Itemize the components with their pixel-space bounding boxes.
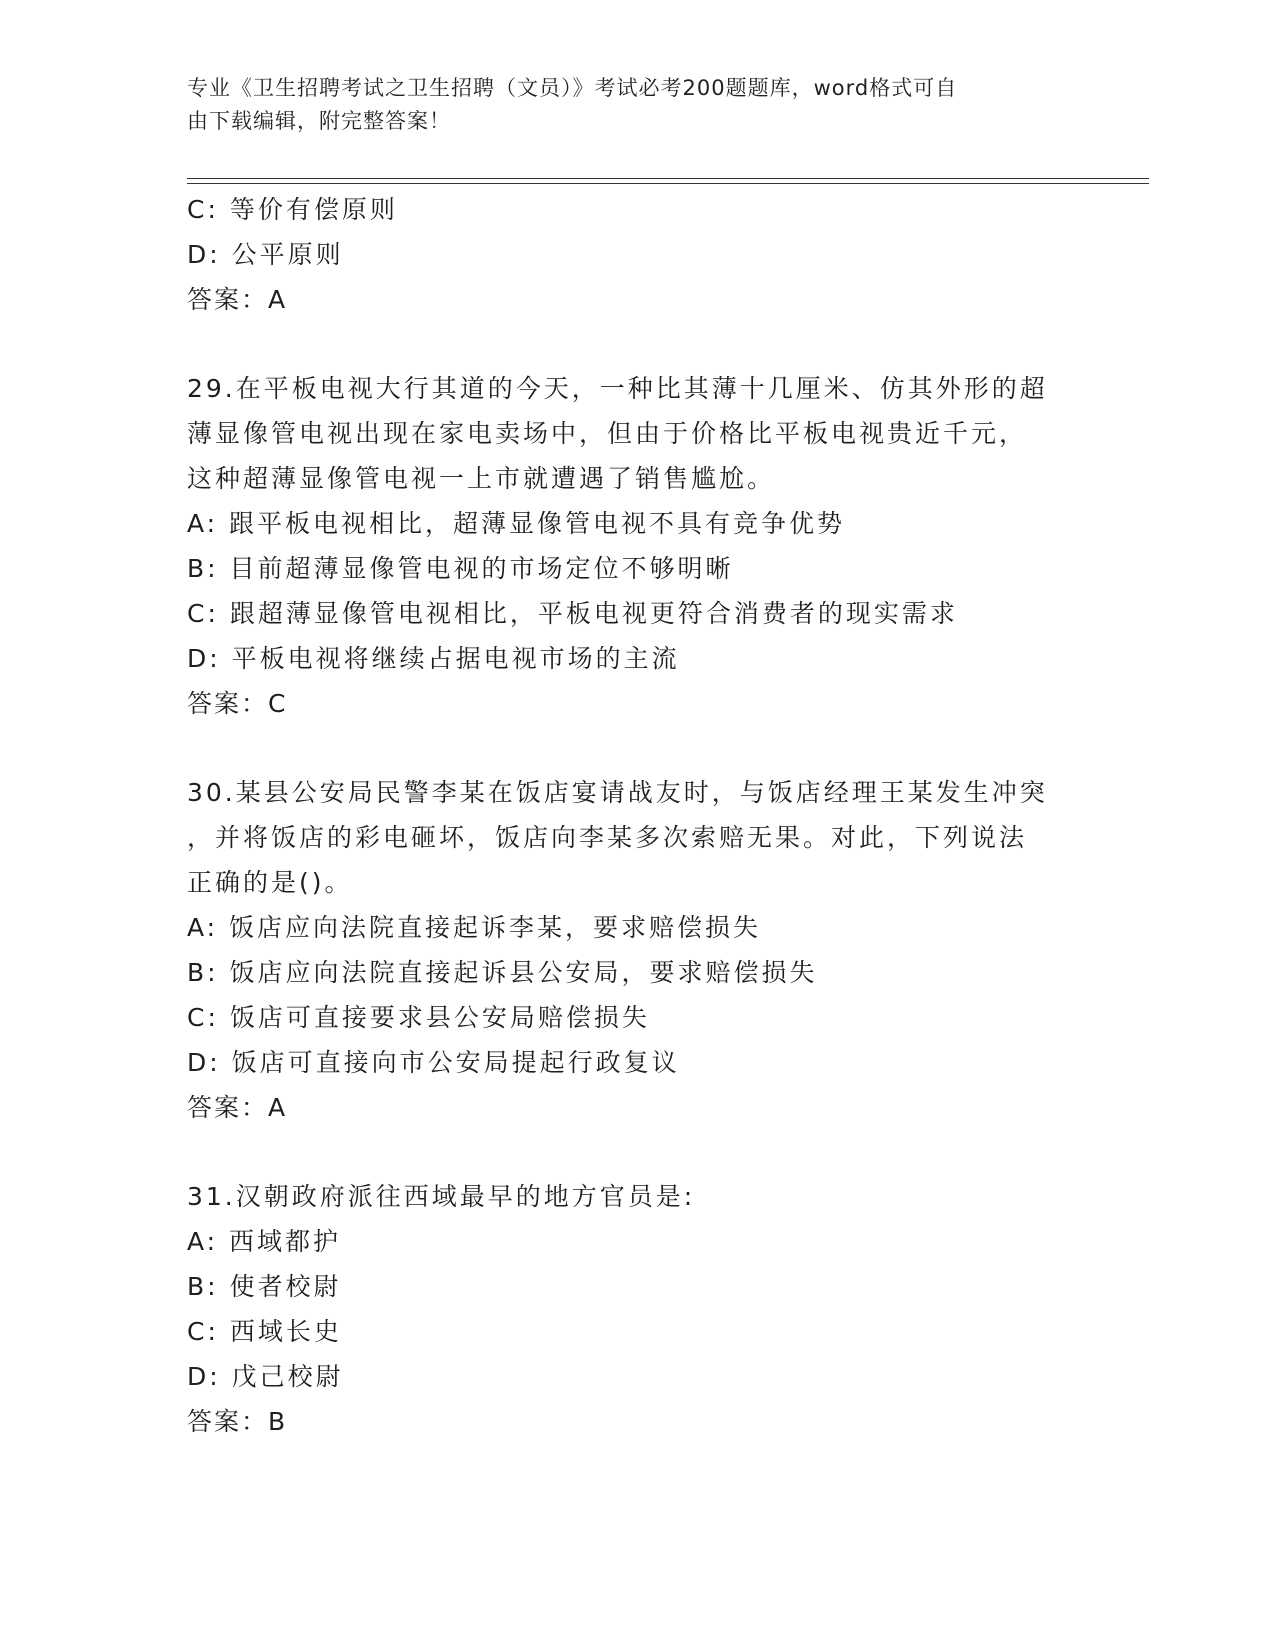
q30-stem-line-2: ，并将饭店的彩电砸坏，饭店向李某多次索赔无果。对此，下列说法 [187,823,1028,852]
header-line-1: 专业《卫生招聘考试之卫生招聘（文员）》考试必考200题题库，word格式可自 [187,76,958,100]
q29-option-c: C: 跟超薄显像管电视相比，平板电视更符合消费者的现实需求 [187,599,958,628]
header-divider-top [187,178,1149,179]
q30-answer: 答案：A [187,1093,288,1122]
q30-option-a: A: 饭店应向法院直接起诉李某，要求赔偿损失 [187,913,762,942]
document-header [187,72,1067,138]
header-line-2: 由下载编辑，附完整答案！ [187,109,451,133]
q29-stem-line-3: 这种超薄显像管电视一上市就遭遇了销售尴尬。 [187,464,776,493]
q30-option-b: B: 饭店应向法院直接起诉县公安局，要求赔偿损失 [187,958,818,987]
q31-option-d: D: 戊己校尉 [187,1362,344,1391]
prev-option-d: D: 公平原则 [187,240,344,269]
q30-stem-line-1: 30.某县公安局民警李某在饭店宴请战友时，与饭店经理王某发生冲突 [187,778,1048,807]
q31-option-c: C: 西域长史 [187,1317,342,1346]
q30-stem-line-3: 正确的是()。 [187,868,353,897]
q30-option-c: C: 饭店可直接要求县公安局赔偿损失 [187,1003,650,1032]
q29-stem-line-2: 薄显像管电视出现在家电卖场中，但由于价格比平板电视贵近千元， [187,419,1028,448]
header-divider-bottom [187,183,1149,184]
q29-stem-line-1: 29.在平板电视大行其道的今天，一种比其薄十几厘米、仿其外形的超 [187,374,1048,403]
q31-option-a: A: 西域都护 [187,1227,342,1256]
q29-option-a: A: 跟平板电视相比，超薄显像管电视不具有竞争优势 [187,509,846,538]
q31-option-b: B: 使者校尉 [187,1272,342,1301]
prev-answer: 答案：A [187,285,288,314]
prev-option-c: C: 等价有偿原则 [187,195,398,224]
q31-answer: 答案：B [187,1407,288,1436]
q29-option-d: D: 平板电视将继续占据电视市场的主流 [187,644,680,673]
q31-stem-line-1: 31.汉朝政府派往西域最早的地方官员是: [187,1182,696,1211]
q30-option-d: D: 饭店可直接向市公安局提起行政复议 [187,1048,680,1077]
q29-answer: 答案：C [187,689,288,718]
q29-option-b: B: 目前超薄显像管电视的市场定位不够明晰 [187,554,734,583]
